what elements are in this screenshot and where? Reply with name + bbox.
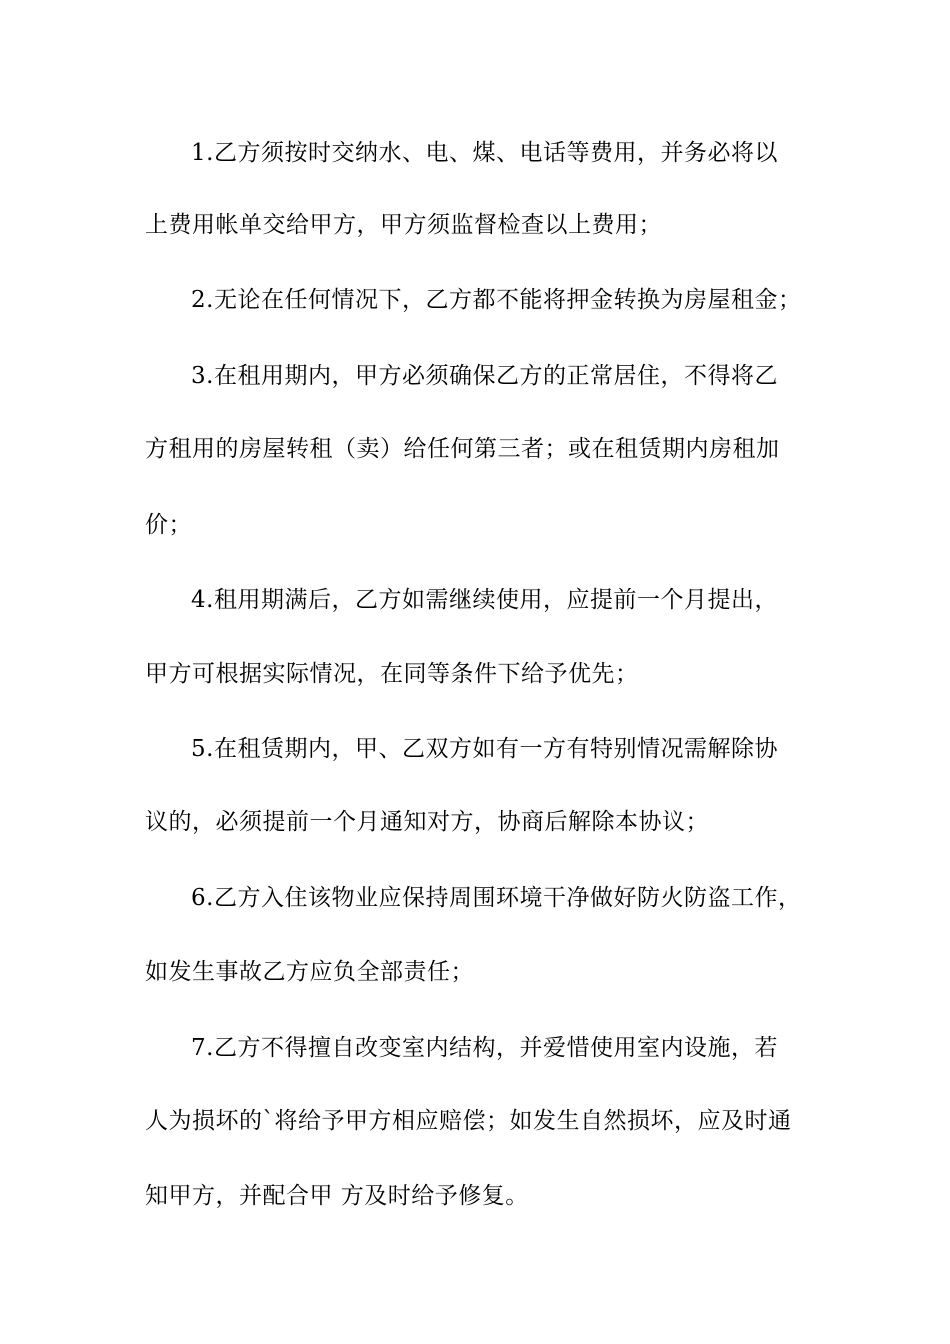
clause-5-line-1: 5.在租赁期内，甲、乙双方如有一方有特别情况需解除协 xyxy=(191,736,778,762)
clause-7-line-1: 7.乙方不得擅自改变室内结构，并爱惜使用室内设施，若 xyxy=(191,1035,778,1061)
clause-7-line-3: 知甲方，并配合甲 方及时给予修复。 xyxy=(145,1183,529,1209)
clause-6-line-1: 6.乙方入住该物业应保持周围环境干净做好防火防盗工作， xyxy=(191,885,802,911)
clause-7-line-2: 人为损坏的`将给予甲方相应赔偿；如发生自然损坏，应及时通 xyxy=(145,1108,792,1134)
clause-2-line-1: 2.无论在任何情况下，乙方都不能将押金转换为房屋租金； xyxy=(191,287,802,313)
clause-5-line-2: 议的，必须提前一个月通知对方，协商后解除本协议； xyxy=(145,809,709,835)
clause-3-line-3: 价； xyxy=(145,512,192,538)
clause-1-line-1: 1.乙方须按时交纳水、电、煤、电话等费用，并务必将以 xyxy=(191,140,778,166)
clause-3-line-1: 3.在租用期内，甲方必须确保乙方的正常居住，不得将乙 xyxy=(191,363,778,389)
clause-3-line-2: 方租用的房屋转租（卖）给任何第三者；或在租赁期内房租加 xyxy=(145,436,780,462)
clause-1-line-2: 上费用帐单交给甲方，甲方须监督检查以上费用； xyxy=(145,212,662,238)
clause-4-line-1: 4.租用期满后，乙方如需继续使用，应提前一个月提出， xyxy=(191,587,778,613)
clause-4-line-2: 甲方可根据实际情况，在同等条件下给予优先； xyxy=(145,661,639,687)
clause-6-line-2: 如发生事故乙方应负全部责任； xyxy=(145,959,474,985)
